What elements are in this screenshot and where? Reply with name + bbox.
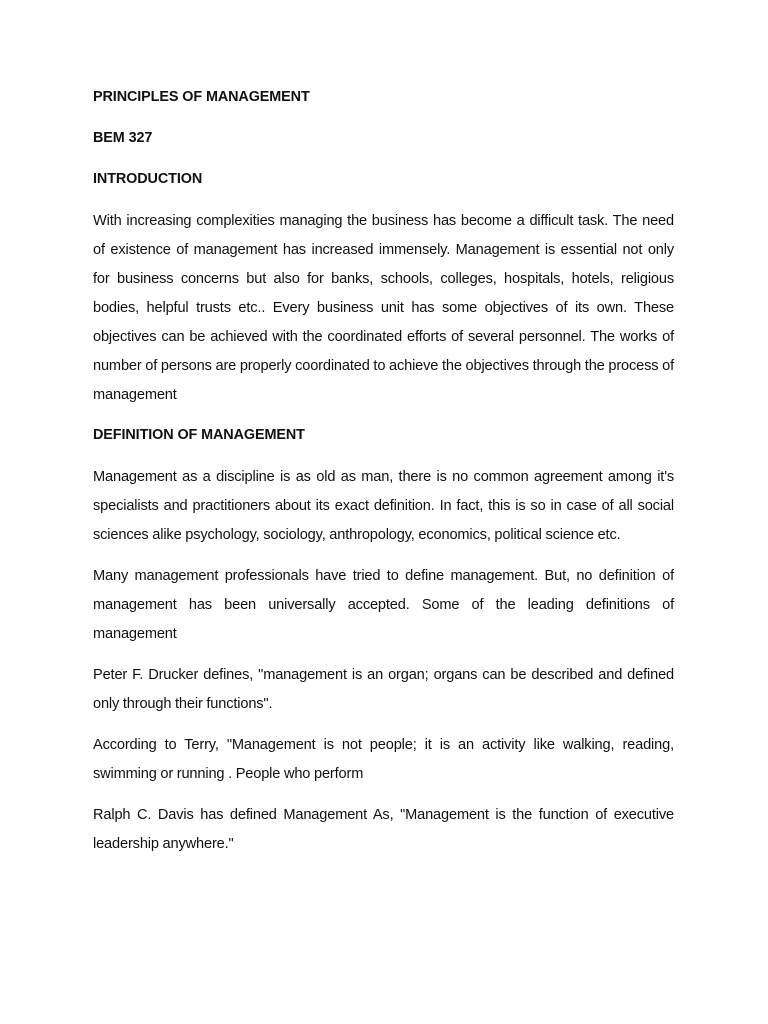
- definition-paragraph: Peter F. Drucker defines, "management is an organ; organs can be described and defined only through their functions".: [93, 667, 674, 712]
- introduction-paragraph: With increasing complexities managing the business has become a difficult task. The need of existence of management has increased immensely. Management is essential not only for business concerns but also for banks, schools, colleges, hospitals, hotels, religious bodies, helpful trusts etc.. Every business unit has some objectives of its own. These objectives can be achieved with the coordinated efforts of several personnel. The works of number of persons are properly coordinated to achieve the objectives through the process of management: [93, 213, 674, 403]
- introduction-heading: INTRODUCTION: [93, 171, 203, 187]
- definition-paragraph: Management as a discipline is as old as man, there is no common agreement among it's specialists and practitioners about its exact definition. In fact, this is so in case of all social sciences alike psychology, sociology, anthropology, economics, political science etc.: [93, 469, 674, 543]
- definition-paragraph: Many management professionals have tried to define management. But, no definition of management has been universally accepted. Some of the leading definitions of management: [93, 568, 674, 642]
- course-code: BEM 327: [93, 130, 153, 146]
- document-page: [93, 84, 674, 871]
- document-title: PRINCIPLES OF MANAGEMENT: [93, 89, 310, 105]
- definition-paragraph: According to Terry, "Management is not people; it is an activity like walking, reading, swimming or running . People who perform: [93, 737, 674, 782]
- definition-heading: DEFINITION OF MANAGEMENT: [93, 427, 305, 443]
- definition-paragraph: Ralph C. Davis has defined Management As, "Management is the function of executive leadership anywhere.": [93, 807, 674, 852]
